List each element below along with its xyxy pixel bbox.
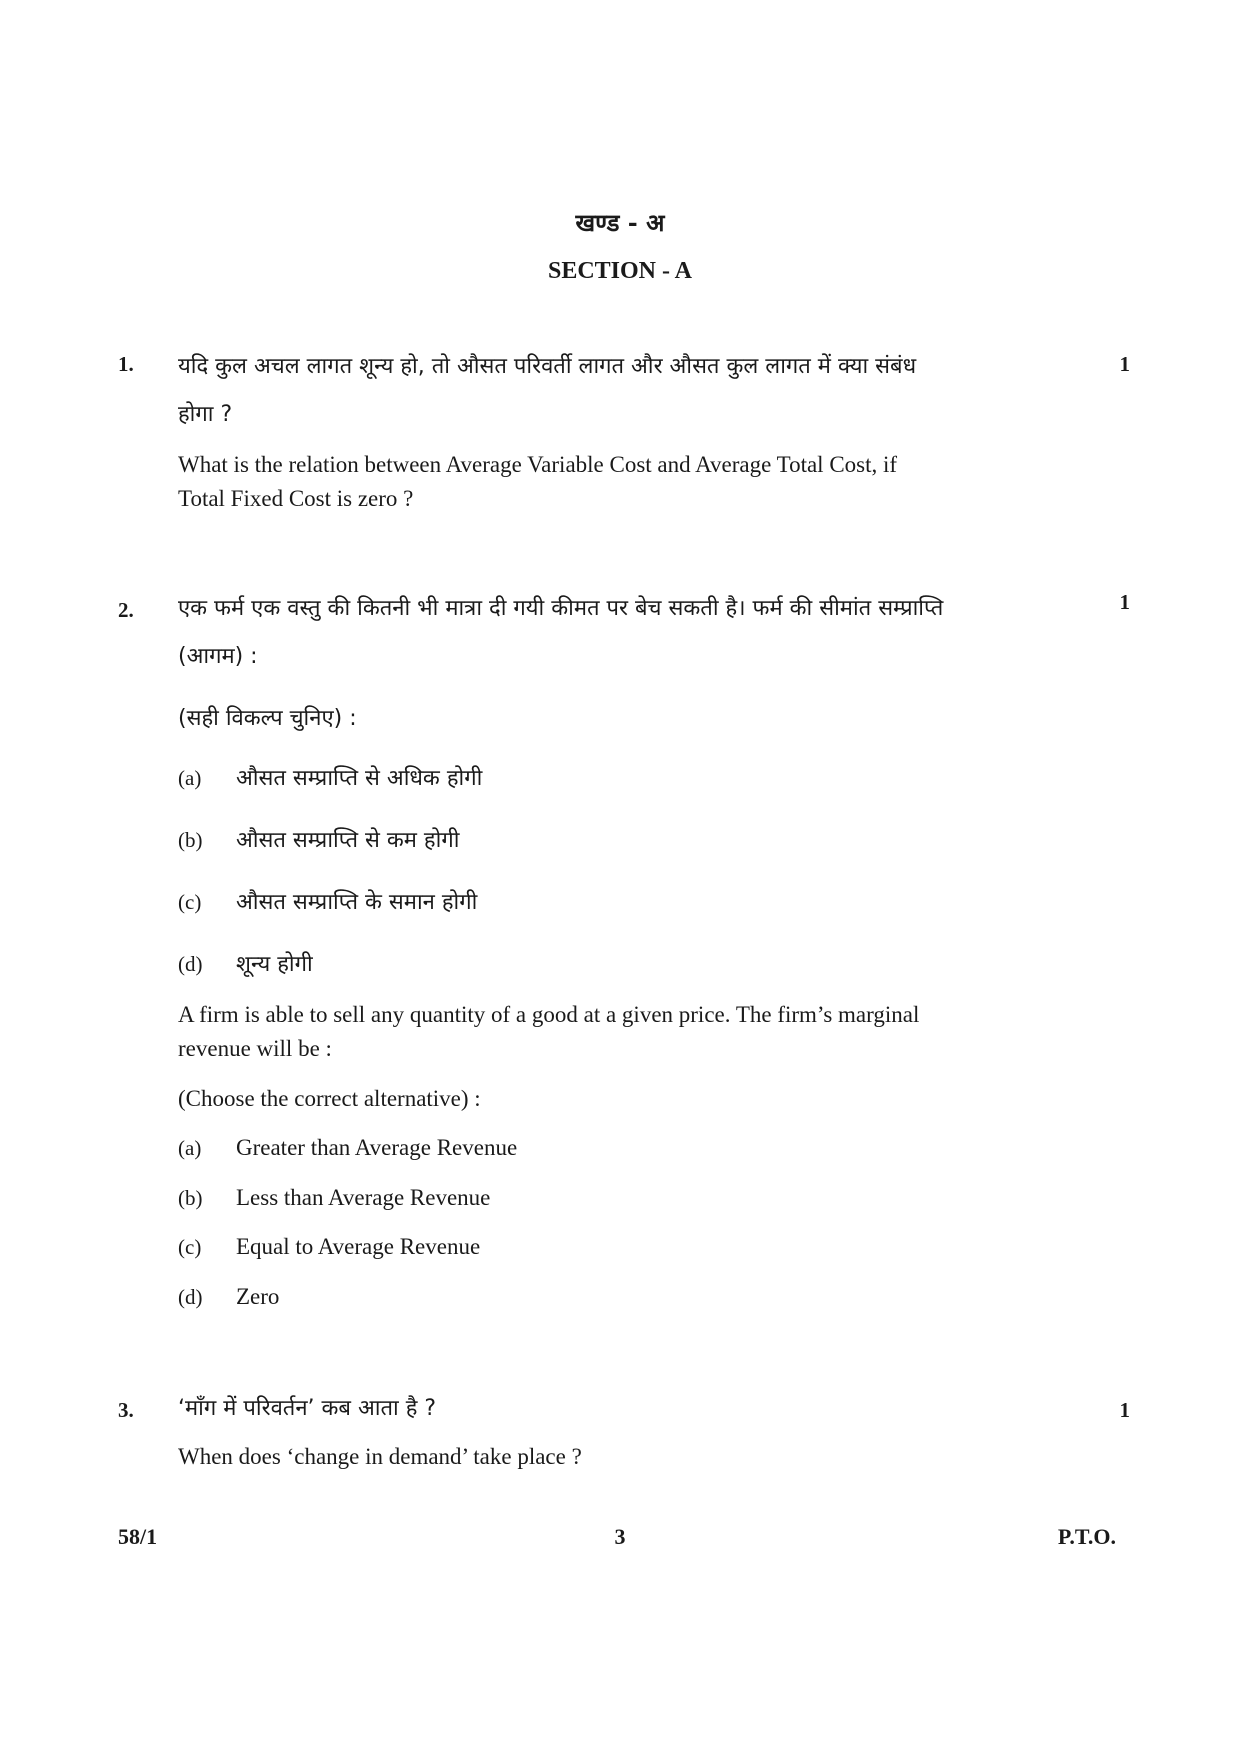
question-text-hindi-line: एक फर्म एक वस्तु की कितनी भी मात्रा दी गयी कीमत पर बेच सकती है। फर्म की सीमांत सम्प्राप्ति [178, 596, 944, 621]
question-text-english-line: When does ‘change in demand’ take place ? [178, 1444, 582, 1469]
question-text-english-line: A firm is able to sell any quantity of a good at a given price. The firm’s marginal [178, 1002, 920, 1027]
option-label: (c) [178, 890, 202, 914]
question-text-hindi-line: होगा ? [178, 402, 233, 427]
option-label: (b) [178, 1186, 203, 1210]
option-text-english: Equal to Average Revenue [236, 1234, 481, 1259]
instruction-english: (Choose the correct alternative) : [178, 1086, 481, 1111]
option-text-english: Less than Average Revenue [236, 1185, 491, 1210]
question-text-hindi-line: (आगम) : [178, 644, 258, 669]
option-label: (b) [178, 828, 203, 852]
question-text-english-line: What is the relation between Average Variable Cost and Average Total Cost, if [178, 452, 898, 477]
section-heading-english: SECTION - A [547, 258, 693, 284]
option-text-hindi: औसत सम्प्राप्ति से कम होगी [236, 828, 460, 853]
question-number: 3. [118, 1398, 134, 1422]
paper-code: 58/1 [118, 1524, 158, 1549]
option-label: (c) [178, 1235, 202, 1259]
option-text-hindi: औसत सम्प्राप्ति के समान होगी [236, 890, 478, 915]
option-label: (d) [178, 952, 203, 976]
question-number: 1. [118, 352, 134, 376]
page-number: 3 [614, 1524, 626, 1549]
question-text-hindi-line: ‘माँग में परिवर्तन’ कब आता है ? [178, 1396, 437, 1421]
option-text-english: Greater than Average Revenue [236, 1135, 518, 1160]
question-marks: 1 [1119, 1398, 1130, 1422]
option-text-hindi: शून्य होगी [236, 952, 313, 977]
question-marks: 1 [1119, 352, 1130, 376]
instruction-hindi: (सही विकल्प चुनिए) : [178, 706, 357, 731]
question-marks: 1 [1119, 590, 1130, 614]
question-number: 2. [118, 598, 134, 622]
option-text-english: Zero [236, 1284, 280, 1309]
question-text-english-line: Total Fixed Cost is zero ? [178, 486, 414, 511]
question-text-hindi-line: यदि कुल अचल लागत शून्य हो, तो औसत परिवर्ती लागत और औसत कुल लागत में क्या संबंध [178, 354, 917, 379]
option-label: (d) [178, 1285, 203, 1309]
option-label: (a) [178, 1136, 202, 1160]
section-heading-hindi: खण्ड - अ [575, 208, 665, 237]
please-turn-over: P.T.O. [1057, 1524, 1116, 1549]
question-text-english-line: revenue will be : [178, 1036, 332, 1061]
option-text-hindi: औसत सम्प्राप्ति से अधिक होगी [236, 766, 483, 791]
option-label: (a) [178, 766, 202, 790]
